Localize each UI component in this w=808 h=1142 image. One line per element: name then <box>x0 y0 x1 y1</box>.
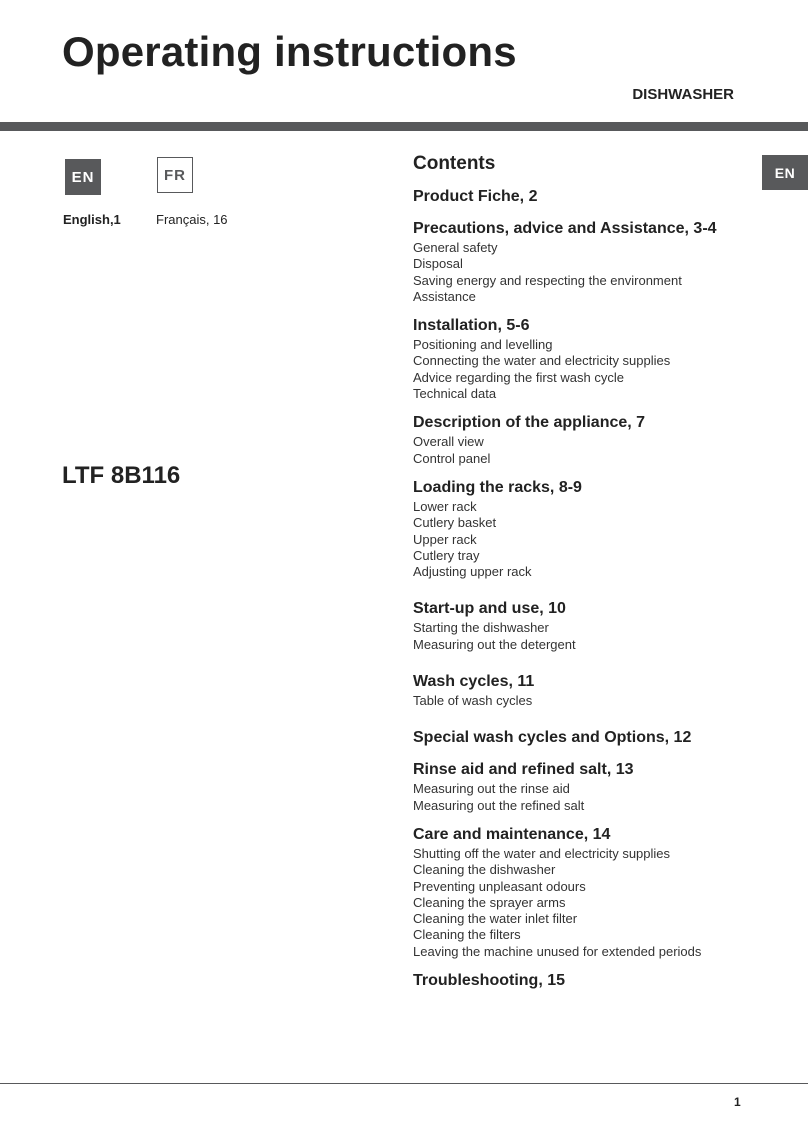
toc-subitem[interactable]: Technical data <box>413 386 497 402</box>
toc-subitem[interactable]: General safety <box>413 240 498 255</box>
toc-subitem[interactable]: Cutlery basket <box>413 515 497 531</box>
toc-subitem[interactable]: Adjusting upper rack <box>413 564 532 580</box>
toc-section <box>413 186 753 208</box>
toc-subitem[interactable]: Assistance <box>413 288 476 304</box>
toc-section-title[interactable]: Start-up and use, 10 <box>413 600 566 618</box>
toc-subitem[interactable]: Saving energy and respecting the environment <box>413 272 682 288</box>
toc-section <box>413 671 753 709</box>
toc-subitem[interactable]: Overall view <box>413 434 484 450</box>
toc-subitem[interactable]: Control panel <box>413 450 491 466</box>
page-number: 1 <box>734 1095 741 1109</box>
toc-subitem[interactable]: Disposal <box>413 256 463 272</box>
toc-section-title[interactable]: Product Fiche, 2 <box>413 188 538 205</box>
toc-section <box>413 412 753 467</box>
header-divider-bar <box>0 122 808 131</box>
toc-section <box>413 477 753 580</box>
toc-section <box>413 824 753 960</box>
toc-section-title[interactable]: Precautions, advice and Assistance, 3-4 <box>413 220 717 237</box>
toc-subitem[interactable]: Preventing unpleasant odours <box>413 878 586 894</box>
toc-section-title[interactable]: Description of the appliance, 7 <box>413 414 646 432</box>
toc-subitem[interactable]: Cleaning the water inlet filter <box>413 911 578 927</box>
toc-section-title[interactable]: Rinse aid and refined salt, 13 <box>413 761 634 779</box>
toc-section-title[interactable]: Installation, 5-6 <box>413 317 530 335</box>
language-side-tab: EN <box>762 155 808 190</box>
toc-section-title[interactable]: Wash cycles, 11 <box>413 673 535 691</box>
language-label-fr[interactable]: Français, 16 <box>156 212 228 227</box>
toc-subitem[interactable]: Measuring out the refined salt <box>413 797 585 813</box>
language-label-en[interactable]: English,1 <box>63 212 121 227</box>
toc-subitem[interactable]: Connecting the water and electricity supplies <box>413 353 671 369</box>
toc-section <box>413 315 753 402</box>
toc-section-title[interactable]: Loading the racks, 8-9 <box>413 478 582 496</box>
toc-subitem[interactable]: Advice regarding the first wash cycle <box>413 369 624 385</box>
model-number: LTF 8B116 <box>62 462 181 489</box>
toc-section-title[interactable]: Special wash cycles and Options, 12 <box>413 729 692 747</box>
toc-section <box>413 759 753 814</box>
language-badge-fr[interactable]: FR <box>157 157 193 193</box>
toc-section-title[interactable]: Troubleshooting, 15 <box>413 972 566 990</box>
toc-section-title[interactable]: Care and maintenance, 14 <box>413 825 611 843</box>
toc-section <box>413 970 753 992</box>
toc-subitem[interactable]: Table of wash cycles <box>413 693 533 709</box>
footer-divider <box>0 1083 808 1084</box>
language-badge-en[interactable]: EN <box>65 159 101 195</box>
contents-heading: Contents <box>413 153 496 174</box>
page-title: Operating instructions <box>62 28 517 75</box>
toc-section <box>413 218 753 305</box>
toc-subitem[interactable]: Positioning and levelling <box>413 337 553 353</box>
toc-subitem[interactable]: Cleaning the sprayer arms <box>413 894 566 910</box>
toc-subitem[interactable]: Cleaning the dishwasher <box>413 862 556 878</box>
toc-subitem[interactable]: Lower rack <box>413 498 477 514</box>
toc-list <box>413 186 753 992</box>
toc-subitem[interactable]: Leaving the machine unused for extended periods <box>413 943 702 959</box>
toc-subitem[interactable]: Starting the dishwasher <box>413 620 549 636</box>
toc-section <box>413 727 753 749</box>
table-of-contents <box>413 150 753 1002</box>
toc-subitem[interactable]: Measuring out the rinse aid <box>413 781 570 797</box>
toc-subitem[interactable]: Measuring out the detergent <box>413 636 576 652</box>
toc-section <box>413 598 753 653</box>
toc-subitem[interactable]: Cleaning the filters <box>413 927 521 943</box>
toc-subitem[interactable]: Cutlery tray <box>413 547 480 563</box>
toc-subitem[interactable]: Upper rack <box>413 531 477 547</box>
toc-subitem[interactable]: Shutting off the water and electricity supplies <box>413 845 671 861</box>
product-type-label: DISHWASHER <box>632 86 734 103</box>
